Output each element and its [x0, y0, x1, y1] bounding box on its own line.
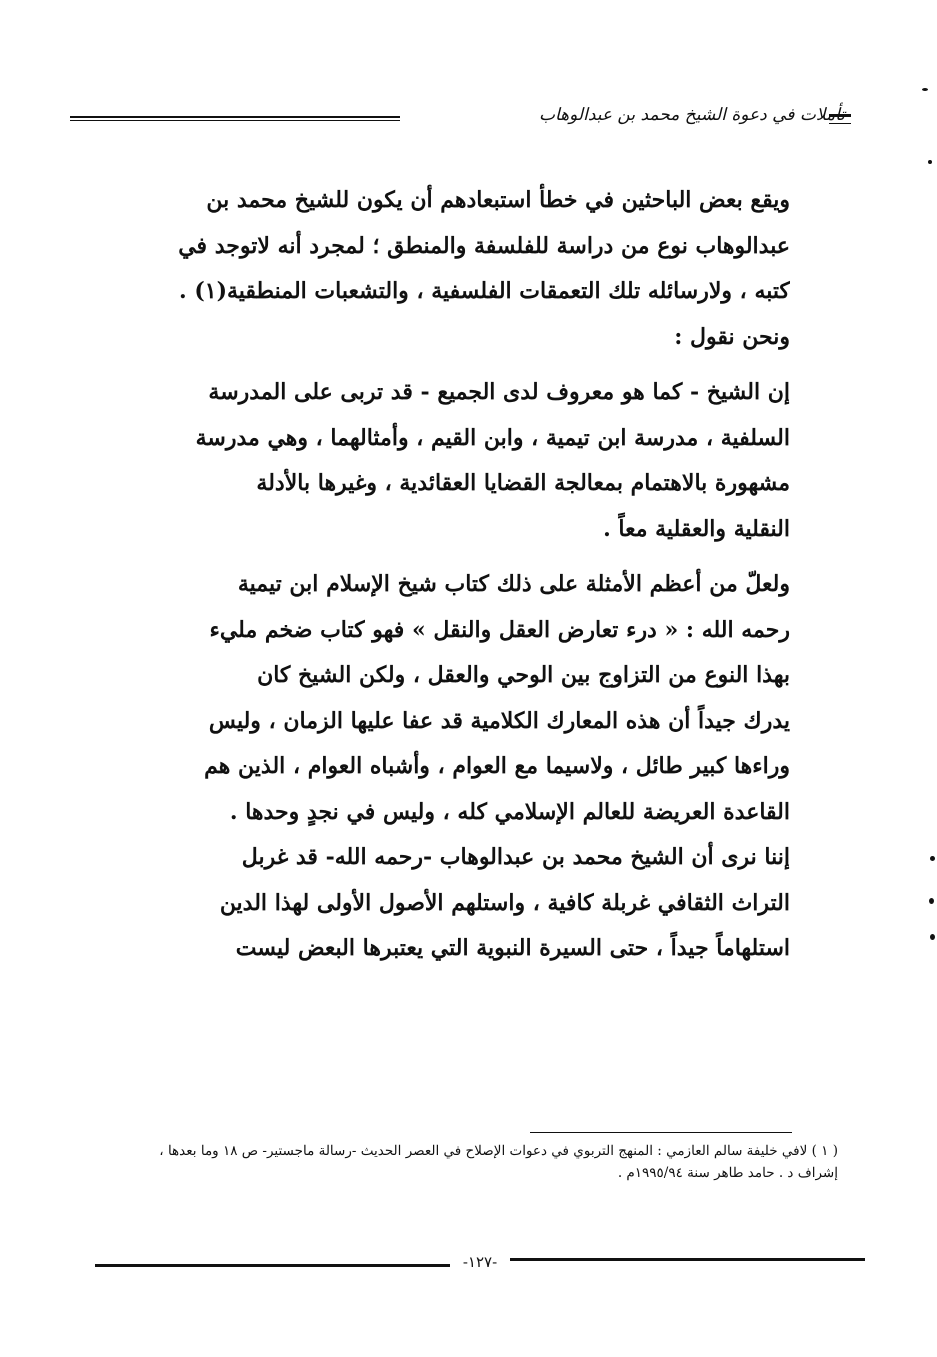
scan-speck: [928, 160, 932, 164]
footer-rule-left: [95, 1264, 450, 1267]
scan-speck: [929, 898, 934, 904]
body-line: السلفية ، مدرسة ابن تيمية ، وابن القيم ، وأمثالهما ، وهي مدرسة: [195, 424, 790, 451]
paragraph-gap: [78, 552, 790, 562]
body-line: ونحن نقول :: [674, 323, 790, 350]
body-line: كتبه ، ولارسائله تلك التعمقات الفلسفية ، والتشعبات المنطقية(١) .: [179, 278, 790, 304]
body-line: ويقع بعض الباحثين في خطأ استبعادهم أن يكون للشيخ محمد بن: [206, 187, 790, 213]
body-line: عبدالوهاب نوع من دراسة للفلسفة والمنطق ؛ لمجرد أنه لاتوجد في: [178, 232, 790, 259]
scan-speck: [930, 856, 935, 861]
header-title: تأملات في دعوة الشيخ محمد بن عبدالوهاب: [539, 105, 845, 125]
body-line: وراءها كبير طائل ، ولاسيما مع العوام ، وأشباه العوام ، الذين هم: [204, 753, 790, 779]
footnotes: [78, 1140, 838, 1184]
body-line: القاعدة العريضة للعالم الإسلامي كله ، وليس في نجدٍ وحدها .: [229, 798, 790, 825]
body-line: بهذا النوع من التزاوج بين الوحي والعقل ، ولكن الشيخ كان: [257, 662, 790, 688]
footnote-rule: [530, 1132, 792, 1133]
body-line: النقلية والعقلية معاً .: [603, 515, 790, 542]
page-footer: [95, 1252, 865, 1272]
footnote-line: ( ١ ) لافي خليفة سالم العازمي : المنهج التربوي في دعوات الإصلاح في العصر الحديث -رسالة ماجستير- ص ١٨ وما بعدها ،: [159, 1143, 838, 1159]
body-line: مشهورة بالاهتمام بمعالجة القضايا العقائدية ، وغيرها بالأدلة: [256, 470, 790, 496]
body-line: إننا نرى أن الشيخ محمد بن عبدالوهاب -رحمه الله- قد غربل: [241, 844, 790, 870]
body-line: التراث الثقافي غربلة كافية ، واستلهم الأصول الأولى لهذا الدين: [219, 889, 790, 916]
body-line: استلهاماً جيداً ، حتى السيرة النبوية التي يعتبرها البعض ليست: [235, 935, 790, 961]
body-text: [78, 178, 790, 972]
footer-rule-right: [510, 1258, 865, 1261]
body-line: ولعلّ من أعظم الأمثلة على ذلك كتاب شيخ الإسلام ابن تيمية: [237, 571, 790, 597]
footnote-line: إشراف د . حامد طاهر سنة ١٩٩٥/٩٤م .: [617, 1165, 838, 1181]
body-line: إن الشيخ - كما هو معروف لدى الجميع - قد تربى على المدرسة: [208, 379, 790, 405]
scan-speck: [930, 934, 935, 940]
page-number: -١٢٧-: [462, 1253, 498, 1271]
body-line: رحمه الله : « درء تعارض العقل والنقل » فهو كتاب ضخم مليء: [209, 616, 790, 643]
header-rule: [70, 116, 400, 121]
paragraph-gap: [78, 360, 790, 370]
running-header: [70, 100, 845, 130]
body-line: يدرك جيداً أن هذه المعارك الكلامية قد عفا عليها الزمان ، وليس: [208, 707, 790, 734]
scan-speck: [922, 88, 928, 91]
